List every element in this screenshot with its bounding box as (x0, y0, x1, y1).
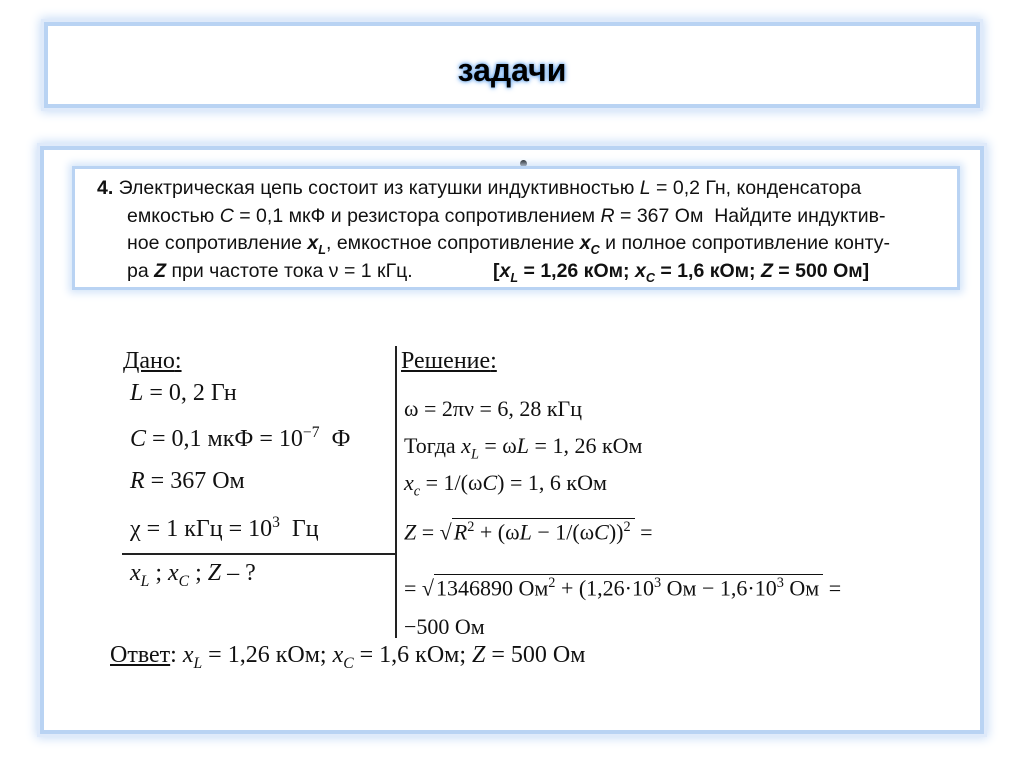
final-answer: Ответ: $x_L = 1,26$ кОм; $x_C = 1,6$ кОм; Z = 500 Ом (110, 642, 586, 672)
slide-title: задачи (457, 52, 567, 88)
given-C: C = 0,1 мкФ = $10^{-7}$ Ф (130, 424, 351, 452)
title-frame (44, 22, 980, 108)
given-find: $x_L$ ; $x_C$ ; Z – ? (130, 560, 256, 590)
problem-number: 4. (97, 177, 114, 199)
solution-z3: −500 Ом (404, 614, 485, 639)
given-L: L = 0, 2 Гн (130, 380, 237, 406)
solution-z2: = √1346890 $Ом^2 + (1,26\cdot 10^3$ Ом − $1,6\cdot 10^3$ Ом = (404, 575, 842, 601)
given-chi: χ = 1 кГц = $10^3$ Гц (130, 514, 319, 542)
problem-line-2: емкостью C = 0,1 мкФ и резистора сопротивлением R = 367 Ом Найдите индуктив- (127, 205, 886, 227)
solution-omega: ω = 2πν = 6, 28 кГц (404, 396, 583, 421)
column-divider (395, 346, 397, 638)
solution-header: Решение: (401, 348, 497, 374)
solution-z: $Z = √R^2 + (\omega L - 1/(\omega C))^2$ = (404, 519, 653, 545)
problem-answer: [$x_L = 1,26$ кОм; $x_C = 1,6$ кОм; Z = 500 Ом] (493, 260, 870, 285)
problem-box (72, 166, 960, 290)
solution-xl: Тогда $x_L = \omega L = 1$, 26 кОм (404, 433, 643, 463)
given-separator (122, 553, 397, 555)
given-header: Дано: (123, 348, 182, 374)
problem-line-1: 4. Электрическая цепь состоит из катушки индуктивностью L = 0,2 Гн, конденсатора (97, 177, 862, 199)
given-R: R = 367 Ом (130, 468, 245, 494)
solution-xc: $x_c = 1/(\omega C) = 1$, 6 кОм (404, 470, 607, 500)
problem-line-3: ное сопротивление $x_L$, емкостное сопротивление $x_C$ и полное сопротивление конту- (127, 232, 890, 257)
problem-line-4: ра Z при частоте тока ν = 1 кГц. (127, 260, 413, 282)
